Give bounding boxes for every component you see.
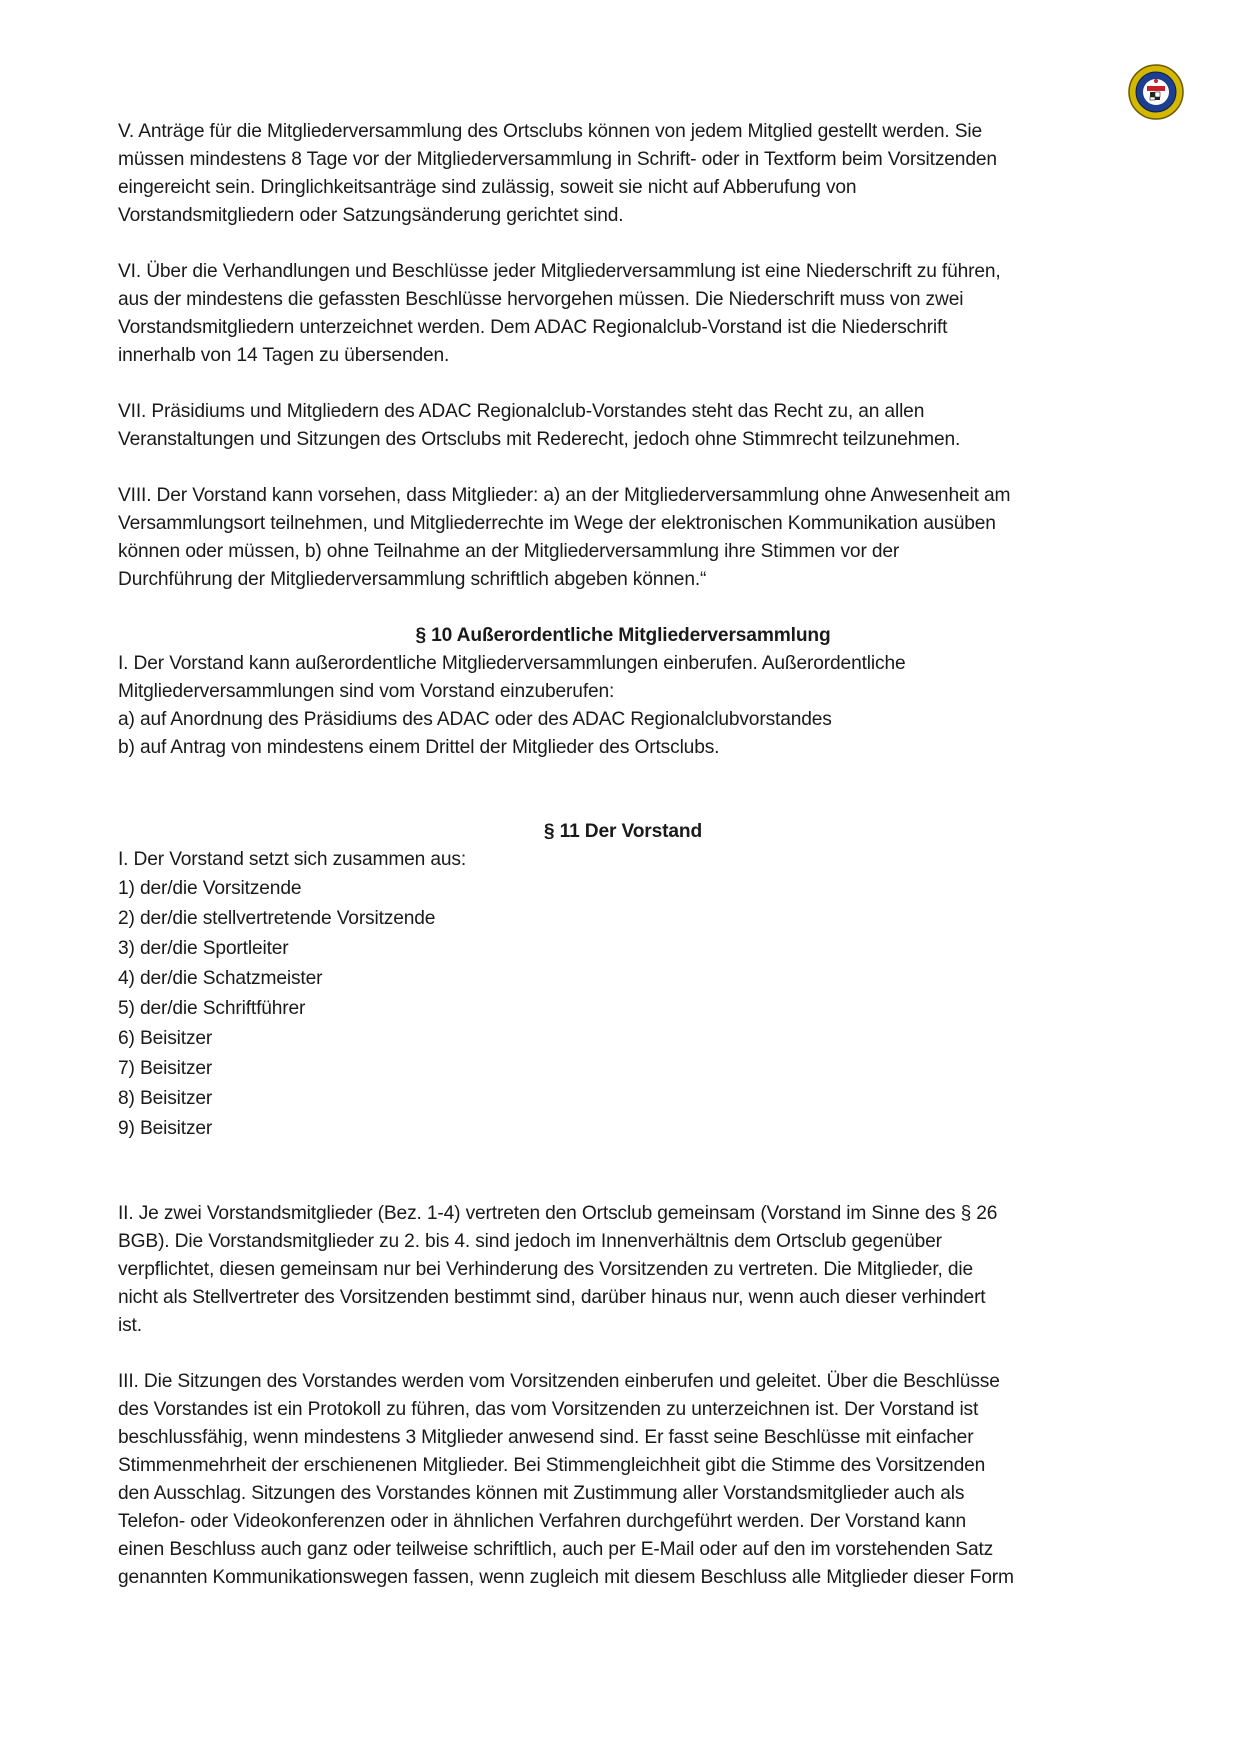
paragraph-line: BGB). Die Vorstandsmitglieder zu 2. bis 4. sind jedoch im Innenverhältnis dem Ortsclub gegenüber — [118, 1231, 942, 1252]
paragraph-line: genannten Kommunikationswegen fassen, wenn zugleich mit diesem Beschluss alle Mitglieder dieser Form — [118, 1567, 1014, 1588]
paragraph-line: des Vorstandes ist ein Protokoll zu führen, das vom Vorsitzenden zu unterzeichnen ist. Der Vorstand ist — [118, 1399, 979, 1420]
section-heading-11: § 11 Der Vorstand — [543, 821, 703, 842]
section-11-intro: I. Der Vorstand setzt sich zusammen aus: — [118, 849, 467, 870]
paragraph-line: V. Anträge für die Mitgliederversammlung des Ortsclubs können von jedem Mitglied gestellt werden. Sie — [118, 121, 983, 142]
paragraph-line: Vorstandsmitgliedern unterzeichnet werden. Dem ADAC Regionalclub-Vorstand ist die Niederschrift — [118, 317, 948, 338]
paragraph-line: III. Die Sitzungen des Vorstandes werden vom Vorsitzenden einberufen und geleitet. Über die Beschlüsse — [118, 1371, 1000, 1392]
document-page — [118, 118, 1128, 1620]
section-11-paragraphs — [118, 1200, 1128, 1592]
club-seal-logo — [1128, 64, 1184, 120]
paragraph-line: aus der mindestens die gefassten Beschlüsse hervorgehen müssen. Die Niederschrift muss von zwei — [118, 289, 964, 310]
board-member-item: 5) der/die Schriftführer — [118, 998, 306, 1019]
top-paragraphs — [118, 118, 1128, 594]
paragraph-line: VI. Über die Verhandlungen und Beschlüsse jeder Mitgliederversammlung ist eine Niederschrift zu führen, — [118, 261, 1001, 282]
paragraph — [118, 398, 1128, 454]
paragraph-line: Telefon- oder Videokonferenzen oder in ähnlichen Verfahren durchgeführt werden. Der Vorstand kann — [118, 1511, 967, 1532]
paragraph — [118, 118, 1128, 230]
paragraph-line: Vorstandsmitgliedern oder Satzungsänderung gerichtet sind. — [118, 205, 624, 226]
section-11 — [118, 818, 1128, 1592]
paragraph-line: ist. — [118, 1315, 142, 1336]
paragraph-line: innerhalb von 14 Tagen zu übersenden. — [118, 345, 450, 366]
paragraph-line: den Ausschlag. Sitzungen des Vorstandes können mit Zustimmung aller Vorstandsmitglieder auch als — [118, 1483, 965, 1504]
spacer — [118, 790, 1128, 818]
board-member-item: 2) der/die stellvertretende Vorsitzende — [118, 908, 436, 929]
board-member-item: 4) der/die Schatzmeister — [118, 968, 323, 989]
paragraph-line: Versammlungsort teilnehmen, und Mitgliederrechte im Wege der elektronischen Kommunikation ausüben — [118, 513, 996, 534]
paragraph-line: II. Je zwei Vorstandsmitglieder (Bez. 1-4) vertreten den Ortsclub gemeinsam (Vorstand im Sinne des § 26 — [118, 1203, 998, 1224]
paragraph-line: nicht als Stellvertreter des Vorsitzenden bestimmt sind, darüber hinaus nur, wenn auch dieser verhindert — [118, 1287, 986, 1308]
spacer — [118, 1144, 1128, 1200]
paragraph-line: eingereicht sein. Dringlichkeitsanträge sind zulässig, soweit sie nicht auf Abberufung von — [118, 177, 857, 198]
paragraph-line: Durchführung der Mitgliederversammlung schriftlich abgeben können.“ — [118, 569, 707, 590]
board-member-item: 6) Beisitzer — [118, 1028, 213, 1049]
section-10-body — [118, 650, 1128, 762]
club-seal-icon — [1128, 64, 1184, 120]
section-10-line: a) auf Anordnung des Präsidiums des ADAC oder des ADAC Regionalclubvorstandes — [118, 709, 832, 730]
board-member-item: 7) Beisitzer — [118, 1058, 213, 1079]
section-10-line: Mitgliederversammlungen sind vom Vorstand einzuberufen: — [118, 681, 615, 702]
board-member-item: 8) Beisitzer — [118, 1088, 213, 1109]
paragraph-line: beschlussfähig, wenn mindestens 3 Mitglieder anwesend sind. Er fasst seine Beschlüsse mit einfacher — [118, 1427, 974, 1448]
paragraph-line: Veranstaltungen und Sitzungen des Ortsclubs mit Rederecht, jedoch ohne Stimmrecht teilzunehmen. — [118, 429, 961, 450]
paragraph — [118, 258, 1128, 370]
paragraph — [118, 1368, 1128, 1592]
paragraph-line: einen Beschluss auch ganz oder teilweise schriftlich, auch per E-Mail oder auf den im vorstehenden Satz — [118, 1539, 994, 1560]
section-heading-10: § 10 Außerordentliche Mitgliederversammlung — [415, 625, 831, 646]
board-members-list — [118, 874, 1128, 1144]
paragraph-line: verpflichtet, diesen gemeinsam nur bei Verhinderung des Vorsitzenden zu vertreten. Die Mitglieder, die — [118, 1259, 974, 1280]
paragraph-line: VII. Präsidiums und Mitgliedern des ADAC Regionalclub-Vorstandes steht das Recht zu, an allen — [118, 401, 925, 422]
section-10 — [118, 622, 1128, 762]
paragraph-line: VIII. Der Vorstand kann vorsehen, dass Mitglieder: a) an der Mitgliederversammlung ohne Anwesenheit am — [118, 485, 1011, 506]
section-10-line: b) auf Antrag von mindestens einem Drittel der Mitglieder des Ortsclubs. — [118, 737, 720, 758]
paragraph — [118, 482, 1128, 594]
paragraph-line: müssen mindestens 8 Tage vor der Mitgliederversammlung in Schrift- oder in Textform beim Vorsitzenden — [118, 149, 997, 170]
paragraph — [118, 1200, 1128, 1340]
section-10-line: I. Der Vorstand kann außerordentliche Mitgliederversammlungen einberufen. Außerordentliche — [118, 653, 906, 674]
board-member-item: 1) der/die Vorsitzende — [118, 878, 302, 899]
board-member-item: 9) Beisitzer — [118, 1118, 213, 1139]
paragraph-line: Stimmenmehrheit der erschienenen Mitglieder. Bei Stimmengleichheit gibt die Stimme des Vorsitzenden — [118, 1455, 986, 1476]
paragraph-line: können oder müssen, b) ohne Teilnahme an der Mitgliederversammlung ihre Stimmen vor der — [118, 541, 900, 562]
board-member-item: 3) der/die Sportleiter — [118, 938, 289, 959]
